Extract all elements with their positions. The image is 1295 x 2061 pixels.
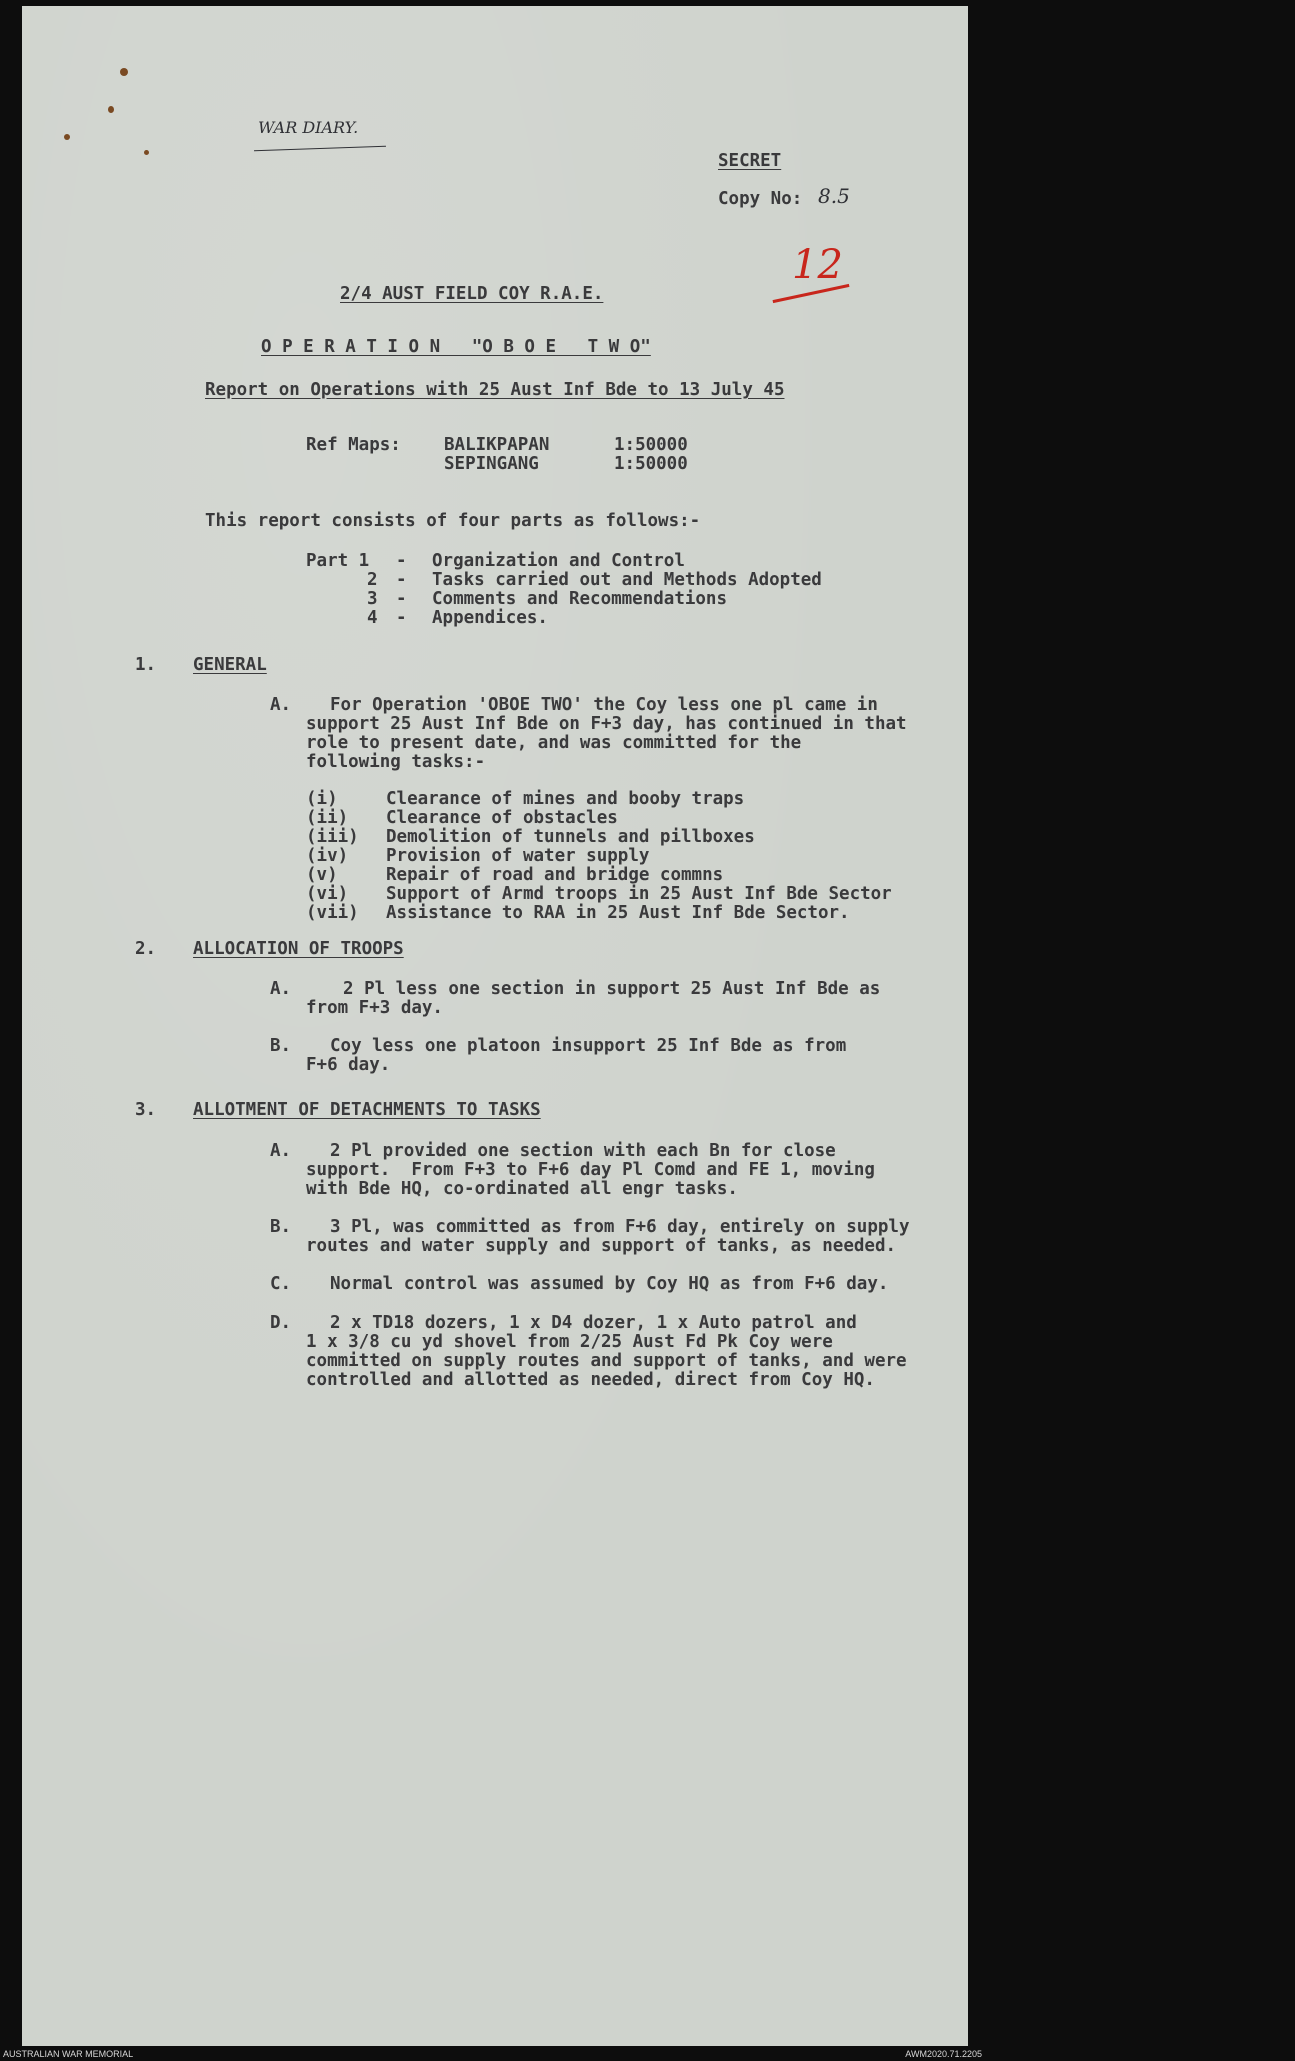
footer-accession: AWM2020.71.2205 xyxy=(905,2049,982,2059)
part-number: 3 xyxy=(367,589,378,609)
task-text: Demolition of tunnels and pillboxes xyxy=(386,827,755,847)
section-title-allotment: ALLOTMENT OF DETACHMENTS TO TASKS xyxy=(193,1100,541,1120)
para-line: support. From F+3 to F+6 day Pl Comd and FE 1, moving xyxy=(306,1160,875,1180)
para-line: For Operation 'OBOE TWO' the Coy less one pl came in xyxy=(330,695,878,715)
part-dash: - xyxy=(396,570,407,590)
footer-credit: AUSTRALIAN WAR MEMORIAL xyxy=(3,2049,134,2059)
para-letter: A. xyxy=(270,695,292,715)
section-number: 2. xyxy=(135,939,157,959)
task-text: Clearance of obstacles xyxy=(386,808,618,828)
part-number: Part 1 xyxy=(306,551,370,571)
map-scale: 1:50000 xyxy=(614,454,688,474)
task-number: (iv) xyxy=(306,846,349,866)
task-number: (vii) xyxy=(306,903,359,923)
para-letter: C. xyxy=(270,1274,292,1294)
para-line: controlled and allotted as needed, direct from Coy HQ. xyxy=(306,1370,875,1390)
handwritten-page-number: 12 xyxy=(792,242,843,288)
task-number: (v) xyxy=(306,865,338,885)
task-text: Assistance to RAA in 25 Aust Inf Bde Sector. xyxy=(386,903,850,923)
classification-label: SECRET xyxy=(718,151,782,171)
handwritten-war-diary: WAR DIARY. xyxy=(258,118,359,137)
unit-title: 2/4 AUST FIELD COY R.A.E. xyxy=(340,284,604,304)
para-letter: A. xyxy=(270,1141,292,1161)
task-number: (i) xyxy=(306,789,338,809)
task-number: (iii) xyxy=(306,827,359,847)
task-number: (vi) xyxy=(306,884,349,904)
map-name: BALIKPAPAN xyxy=(444,435,550,455)
task-text: Provision of water supply xyxy=(386,846,650,866)
task-text: Repair of road and bridge commns xyxy=(386,865,724,885)
document-page xyxy=(22,6,968,2046)
part-dash: - xyxy=(396,608,407,628)
rust-stain xyxy=(64,134,70,140)
para-line: support 25 Aust Inf Bde on F+3 day, has continued in that xyxy=(306,714,907,734)
rust-stain xyxy=(120,68,128,76)
map-scale: 1:50000 xyxy=(614,435,688,455)
copy-number-label: Copy No: xyxy=(718,189,803,209)
part-number: 2 xyxy=(367,570,378,590)
report-title: Report on Operations with 25 Aust Inf Bde to 13 July 45 xyxy=(205,380,785,400)
section-number: 3. xyxy=(135,1100,157,1120)
rust-stain xyxy=(144,150,149,155)
para-line: 2 Pl less one section in support 25 Aust Inf Bde as xyxy=(343,979,881,999)
para-line: with Bde HQ, co-ordinated all engr tasks. xyxy=(306,1179,738,1199)
handwritten-copy-number: 8.5 xyxy=(818,184,850,208)
part-text: Comments and Recommendations xyxy=(432,589,728,609)
para-line: Normal control was assumed by Coy HQ as from F+6 day. xyxy=(330,1274,889,1294)
para-line: role to present date, and was committed for the xyxy=(306,733,802,753)
part-text: Organization and Control xyxy=(432,551,685,571)
para-letter: B. xyxy=(270,1217,292,1237)
para-line: 2 Pl provided one section with each Bn for close xyxy=(330,1141,836,1161)
para-line: 2 x TD18 dozers, 1 x D4 dozer, 1 x Auto patrol and xyxy=(330,1313,857,1333)
para-line: 3 Pl, was committed as from F+6 day, entirely on supply xyxy=(330,1217,910,1237)
part-number: 4 xyxy=(367,608,378,628)
para-line: committed on supply routes and support of tanks, and were xyxy=(306,1351,907,1371)
section-number: 1. xyxy=(135,655,157,675)
task-text: Clearance of mines and booby traps xyxy=(386,789,745,809)
intro-text: This report consists of four parts as follows:- xyxy=(205,511,701,531)
para-line: routes and water supply and support of tanks, as needed. xyxy=(306,1236,897,1256)
para-line: from F+3 day. xyxy=(306,998,443,1018)
para-letter: A. xyxy=(270,979,292,999)
part-text: Tasks carried out and Methods Adopted xyxy=(432,570,822,590)
rust-stain xyxy=(108,106,114,113)
para-line: F+6 day. xyxy=(306,1055,391,1075)
part-dash: - xyxy=(396,589,407,609)
task-text: Support of Armd troops in 25 Aust Inf Bde Sector xyxy=(386,884,892,904)
para-line: 1 x 3/8 cu yd shovel from 2/25 Aust Fd Pk Coy were xyxy=(306,1332,833,1352)
section-title-general: GENERAL xyxy=(193,655,267,675)
part-text: Appendices. xyxy=(432,608,548,628)
section-title-allocation: ALLOCATION OF TROOPS xyxy=(193,939,404,959)
para-letter: B. xyxy=(270,1036,292,1056)
ref-maps-label: Ref Maps: xyxy=(306,435,401,455)
task-number: (ii) xyxy=(306,808,349,828)
para-line: following tasks:- xyxy=(306,752,486,772)
part-dash: - xyxy=(396,551,407,571)
para-line: Coy less one platoon insupport 25 Inf Bde as from xyxy=(330,1036,847,1056)
map-name: SEPINGANG xyxy=(444,454,539,474)
operation-title: O P E R A T I O N "O B O E T W O" xyxy=(261,337,651,357)
para-letter: D. xyxy=(270,1313,292,1333)
